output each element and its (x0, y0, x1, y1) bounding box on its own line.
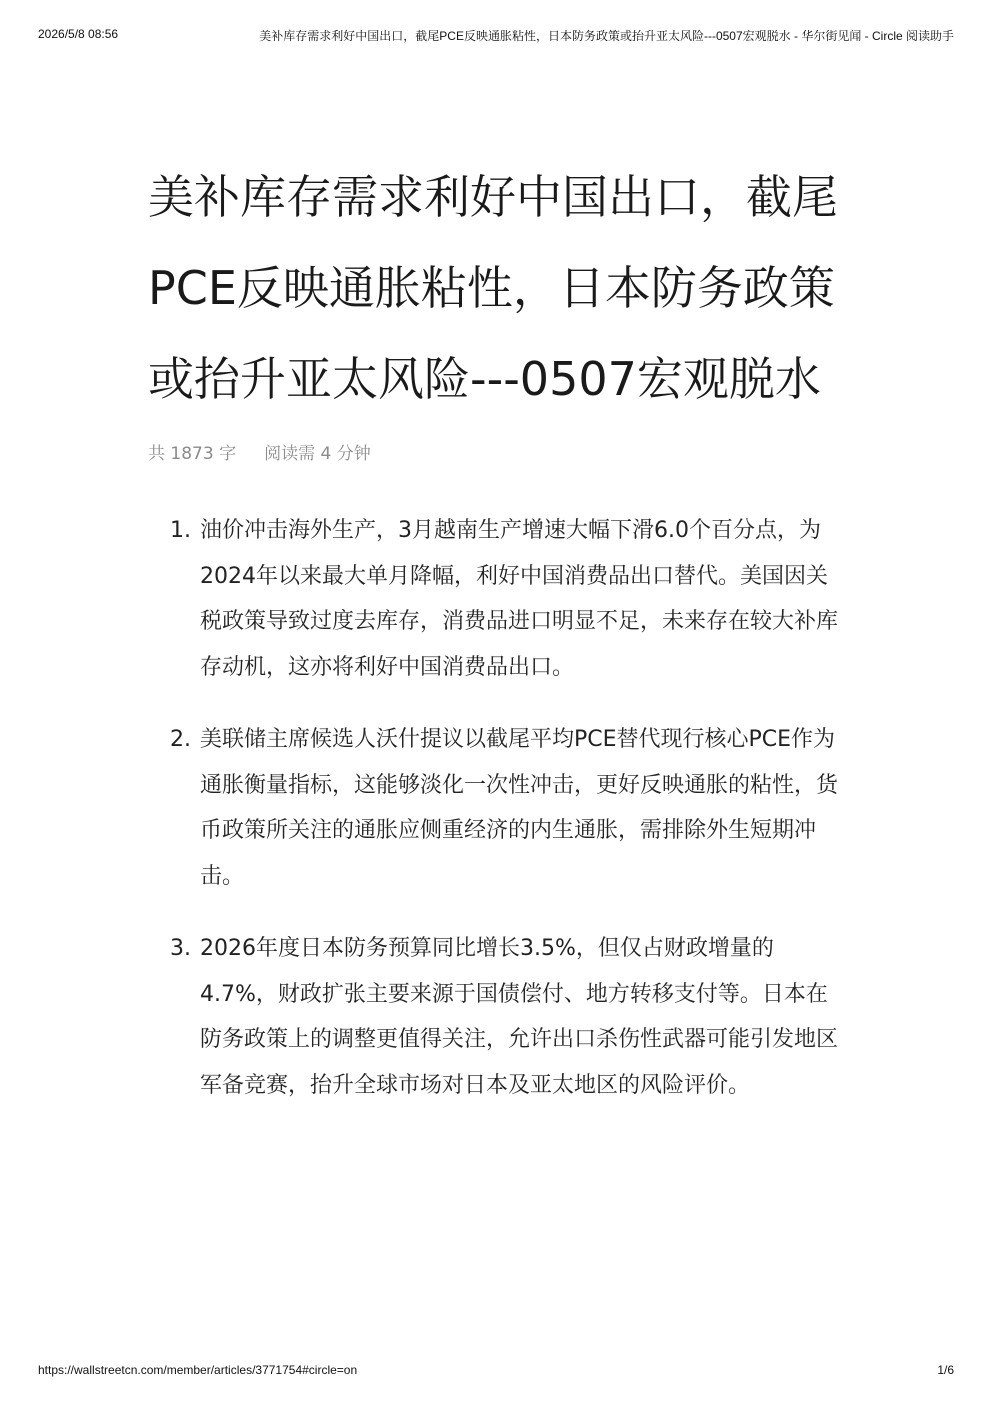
list-item-number: 2. (170, 727, 191, 752)
word-count: 共 1873 字 (148, 444, 237, 464)
article (148, 152, 848, 1135)
list-item (148, 508, 848, 690)
print-header (38, 27, 954, 45)
list-item-text: 美联储主席候选人沃什提议以截尾平均PCE替代现行核心PCE作为通胀衡量指标，这能够淡化一次性冲击，更好反映通胀的粘性，货币政策所关注的通胀应侧重经济的内生通胀，需排除外生短期冲击。 (200, 727, 839, 889)
list-item-text: 2026年度日本防务预算同比增长3.5%，但仅占财政增量的4.7%，财政扩张主要来源于国债偿付、地方转移支付等。日本在防务政策上的调整更值得关注，允许出口杀伤性武器可能引发地区军备竞赛，抬升全球市场对日本及亚太地区的风险评价。 (200, 936, 839, 1098)
summary-list (148, 508, 848, 1108)
list-item-number: 1. (170, 518, 191, 543)
page-url: https://wallstreetcn.com/member/articles/3771754#circle=on (38, 1363, 358, 1377)
article-meta (148, 439, 848, 464)
print-footer (38, 1363, 954, 1381)
print-datetime: 2026/5/8 08:56 (38, 27, 119, 41)
print-document-title: 美补库存需求利好中国出口，截尾PCE反映通胀粘性，日本防务政策或抬升亚太风险---0507宏观脱水 - 华尔街见闻 - Circle 阅读助手 (259, 29, 954, 43)
list-item-text: 油价冲击海外生产，3月越南生产增速大幅下滑6.0个百分点，为2024年以来最大单月降幅，利好中国消费品出口替代。美国因关税政策导致过度去库存，消费品进口明显不足，未来存在较大补库存动机，这亦将利好中国消费品出口。 (200, 518, 839, 680)
article-title: 美补库存需求利好中国出口，截尾PCE反映通胀粘性，日本防务政策或抬升亚太风险---0507宏观脱水 (148, 170, 838, 406)
page-number: 1/6 (937, 1363, 954, 1377)
reading-time: 阅读需 4 分钟 (264, 444, 371, 464)
list-item (148, 717, 848, 899)
list-item-number: 3. (170, 936, 191, 961)
list-item (148, 926, 848, 1108)
